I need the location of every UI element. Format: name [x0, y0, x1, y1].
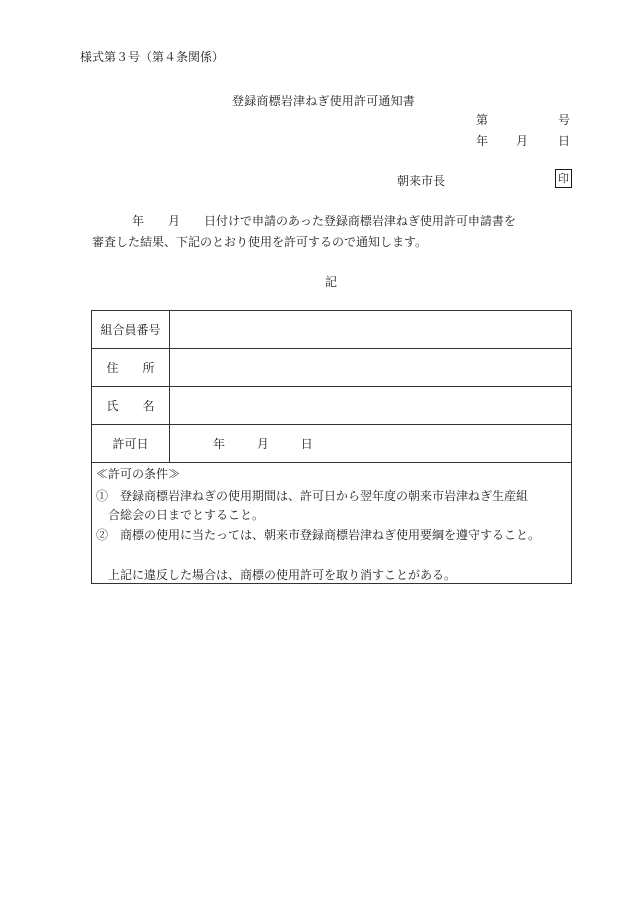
- seal-mark: 印: [555, 169, 572, 188]
- document-number-prefix: 第: [476, 113, 489, 127]
- name-field[interactable]: [170, 387, 572, 425]
- condition-item-2: ② 商標の使用に当たっては、朝来市登録商標岩津ねぎ使用要綱を遵守すること。: [96, 528, 541, 542]
- condition-note: 上記に違反した場合は、商標の使用許可を取り消すことがある。: [108, 568, 457, 582]
- condition-item-1-line1: ① 登録商標岩津ねぎの使用期間は、許可日から翌年度の朝来市岩津ねぎ生産組: [96, 489, 529, 503]
- document-number-suffix: 号: [558, 113, 571, 127]
- info-table: [91, 310, 572, 463]
- permit-date-year: 年: [213, 437, 226, 451]
- name-label: 氏 名: [92, 387, 170, 425]
- address-field[interactable]: [170, 349, 572, 387]
- permit-date-month: 月: [256, 437, 269, 451]
- permit-date-day: 日: [300, 437, 313, 451]
- table-row-member-number: [92, 311, 572, 349]
- permit-date-field[interactable]: [170, 425, 572, 463]
- issue-date-day: 日: [558, 134, 571, 148]
- permit-date-label: 許可日: [92, 425, 170, 463]
- member-number-label: 組合員番号: [92, 311, 170, 349]
- address-label: 住 所: [92, 349, 170, 387]
- form-number-label: 様式第３号（第４条関係）: [80, 50, 225, 64]
- issuer-name: 朝来市長: [397, 174, 446, 188]
- body-text-line1: 年 月 日付けで申請のあった登録商標岩津ねぎ使用許可申請書を: [132, 214, 516, 228]
- document-title: 登録商標岩津ねぎ使用許可通知書: [232, 94, 416, 108]
- table-row-permit-date: [92, 425, 572, 463]
- table-row-address: [92, 349, 572, 387]
- issue-date-month: 月: [516, 134, 529, 148]
- body-text-line2: 審査した結果、下記のとおり使用を許可するので通知します。: [92, 235, 428, 249]
- condition-item-1-line2: 合総会の日までとすること。: [108, 508, 265, 522]
- member-number-field[interactable]: [170, 311, 572, 349]
- table-row-name: [92, 387, 572, 425]
- ki-heading: 記: [325, 275, 338, 289]
- conditions-heading: ≪許可の条件≫: [96, 467, 181, 481]
- issue-date-year: 年: [476, 134, 489, 148]
